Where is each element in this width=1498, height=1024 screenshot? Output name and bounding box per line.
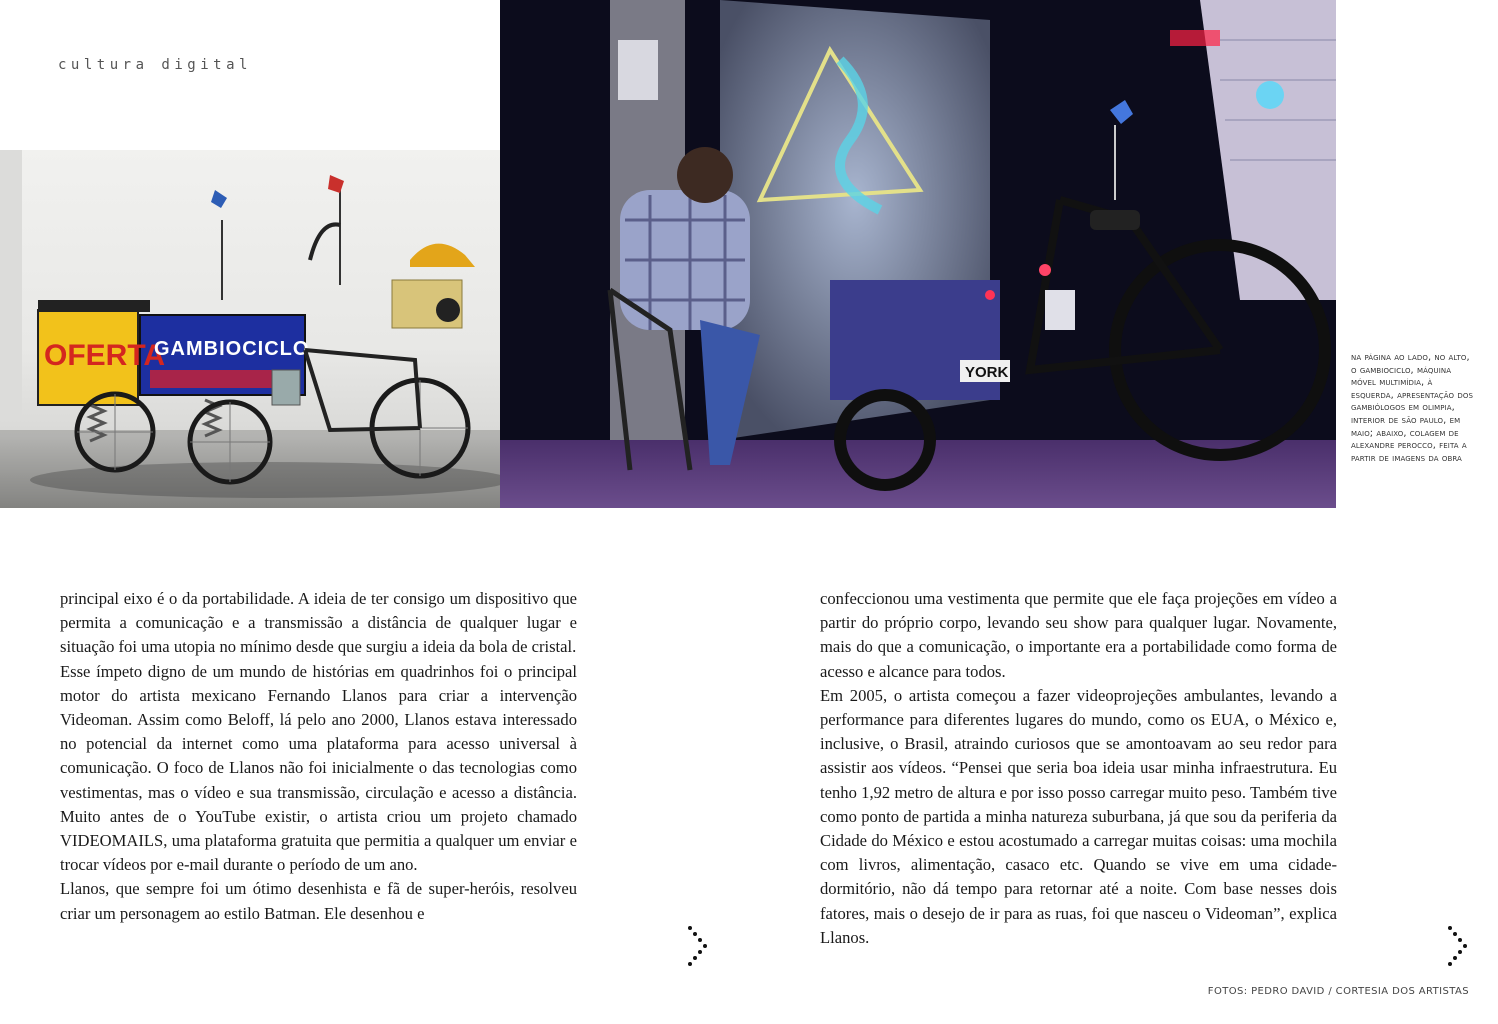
paragraph: Llanos, que sempre foi um ótimo desenhista e fã de super-heróis, resolveu criar um personagem ao estilo Batman. Ele desenhou e	[60, 879, 577, 923]
photo-videoprojection	[500, 0, 1336, 508]
paragraph: principal eixo é o da portabilidade. A ideia de ter consigo um dispositivo que permita a comunicação e a transmissão a distância de qualquer lugar e situação foi uma utopia no mínimo desde que surgiu a ideia da bola de cristal.	[60, 589, 577, 657]
paragraph: Em 2005, o artista começou a fazer videoprojeções ambulantes, levando a performance para diferentes lugares do mundo, como os EUA, o México e, inclusive, o Brasil, atraindo curiosos que se amontoavam ao seu redor para assistir aos vídeos. “Pensei que seria boa ideia usar minha infraestrutura. Eu tenho 1,92 metro de altura e por isso posso carregar muito peso. Também tive como ponto de partida a minha natureza suburbana, já que sou da periferia da Cidade do México e estou acostumado a carregar muitas coisas: uma mochila com livros, alimentação, casaco etc. Quando se vive em uma cidade-dormitório, não dá tempo para retornar até a noite. Com base nesses dois fatores, mais o desejo de ir para as ruas, foi que nasceu o Videoman”, explica Llanos.	[820, 685, 1337, 947]
paragraph: confeccionou uma vestimenta que permite que ele faça projeções em vídeo a partir do próprio corpo, levando seu show para qualquer lugar. Novamente, mais do que a comunicação, o importante era a portabilidade como forma de acesso e alcance para todos.	[820, 589, 1337, 681]
photo-caption: na página ao lado, no alto, o gambiociclo, máquina móvel multimídia, à esquerda, apresentação dos gambiólogos em olimpia, interior de são paulo, em maio; abaixo, colagem de alexandre perocco, feita a partir de imagens da obra	[1351, 352, 1473, 464]
york-sign: YORK	[965, 364, 1009, 381]
text-column-left	[60, 587, 577, 926]
paragraph: Esse ímpeto digno de um mundo de histórias em quadrinhos foi o principal motor do artista mexicano Fernando Llanos para criar a intervenção Videoman. Assim como Beloff, lá pelo ano 2000, Llanos estava interessado no potencial da internet como uma plataforma para acesso universal à comunicação. O foco de Llanos não foi inicialmente o das tecnologias como vestimentas, mas o vídeo e sua transmissão, circulação e acesso a distância. Muito antes de o YouTube existir, o artista criou um projeto chamado VIDEOMAILS, uma plataforma gratuita que permitia a qualquer um enviar e trocar vídeos por e-mail durante o período de um ano.	[60, 661, 577, 875]
dotted-chevron-right-icon	[686, 924, 710, 968]
section-label: cultura digital	[58, 57, 252, 73]
photo-credit: FOTOS: PEDRO DAVID / CORTESIA DOS ARTISTAS	[1207, 986, 1469, 997]
dotted-chevron-right-icon	[1446, 924, 1470, 968]
gambiociclo-sign: GAMBIOCICLO	[154, 338, 310, 360]
oferta-sign: OFERTA	[44, 339, 166, 372]
text-column-right	[820, 587, 1337, 950]
photo-gambiociclo	[0, 150, 500, 508]
